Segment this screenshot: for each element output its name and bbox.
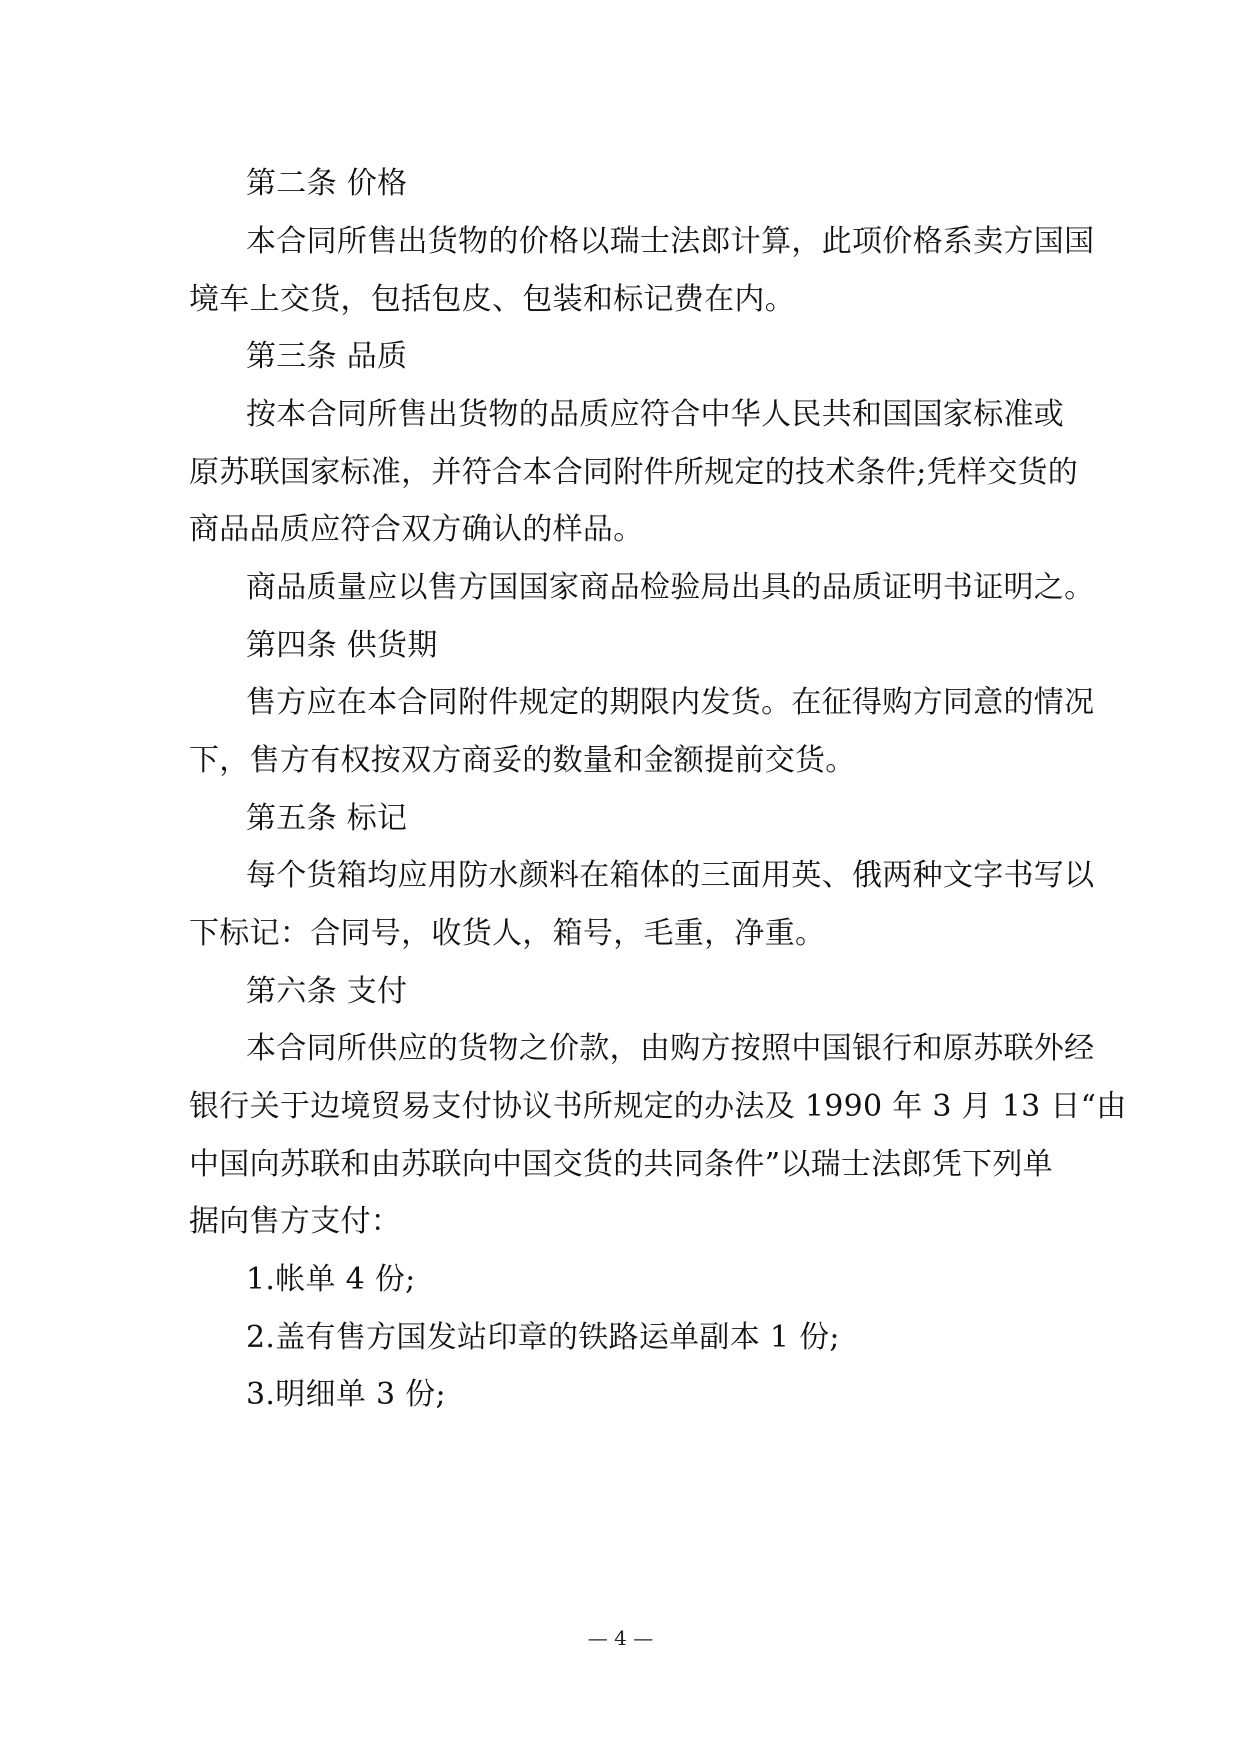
article-3-text-line-2: 原苏联国家标准，并符合本合同附件所规定的技术条件;凭样交货的 xyxy=(189,455,1079,490)
article-2-text-line-1: 本合同所售出货物的价格以瑞士法郎计算，此项价格系卖方国国 xyxy=(246,224,1095,259)
article-3-text-line-3: 商品品质应符合双方确认的样品。 xyxy=(189,512,644,547)
article-3-paragraph-2: 商品质量应以售方国国家商品检验局出具的品质证明书证明之。 xyxy=(246,570,1095,605)
article-3-heading: 第三条 品质 xyxy=(246,339,408,374)
article-4-text-line-2: 下，售方有权按双方商妥的数量和金额提前交货。 xyxy=(189,743,856,778)
page-number: — 4 — xyxy=(587,1626,654,1650)
list-item-1: 1.帐单 4 份; xyxy=(246,1262,416,1297)
article-5-text-line-1: 每个货箱均应用防水颜料在箱体的三面用英、俄两种文字书写以 xyxy=(246,858,1095,893)
article-5-heading: 第五条 标记 xyxy=(246,801,408,836)
article-6-text-line-4: 据向售方支付： xyxy=(189,1204,402,1239)
article-2-heading: 第二条 价格 xyxy=(246,166,408,201)
list-item-2: 2.盖有售方国发站印章的铁路运单副本 1 份; xyxy=(246,1320,840,1355)
article-5-text-line-2: 下标记：合同号，收货人，箱号，毛重，净重。 xyxy=(189,916,826,951)
article-2-text-line-2: 境车上交货，包括包皮、包装和标记费在内。 xyxy=(189,282,795,317)
article-6-text-line-1: 本合同所供应的货物之价款，由购方按照中国银行和原苏联外经 xyxy=(246,1031,1095,1066)
article-6-text-line-2: 银行关于边境贸易支付协议书所规定的办法及 1990 年 3 月 13 日“由 xyxy=(189,1089,1127,1124)
article-3-text-line-1: 按本合同所售出货物的品质应符合中华人民共和国国家标准或 xyxy=(246,397,1065,432)
article-4-text-line-1: 售方应在本合同附件规定的期限内发货。在征得购方同意的情况 xyxy=(246,685,1095,720)
list-item-3: 3.明细单 3 份; xyxy=(246,1377,446,1412)
article-4-heading: 第四条 供货期 xyxy=(246,628,438,663)
article-6-heading: 第六条 支付 xyxy=(246,974,408,1009)
article-6-text-line-3: 中国向苏联和由苏联向中国交货的共同条件”以瑞士法郎凭下列单 xyxy=(189,1147,1054,1182)
